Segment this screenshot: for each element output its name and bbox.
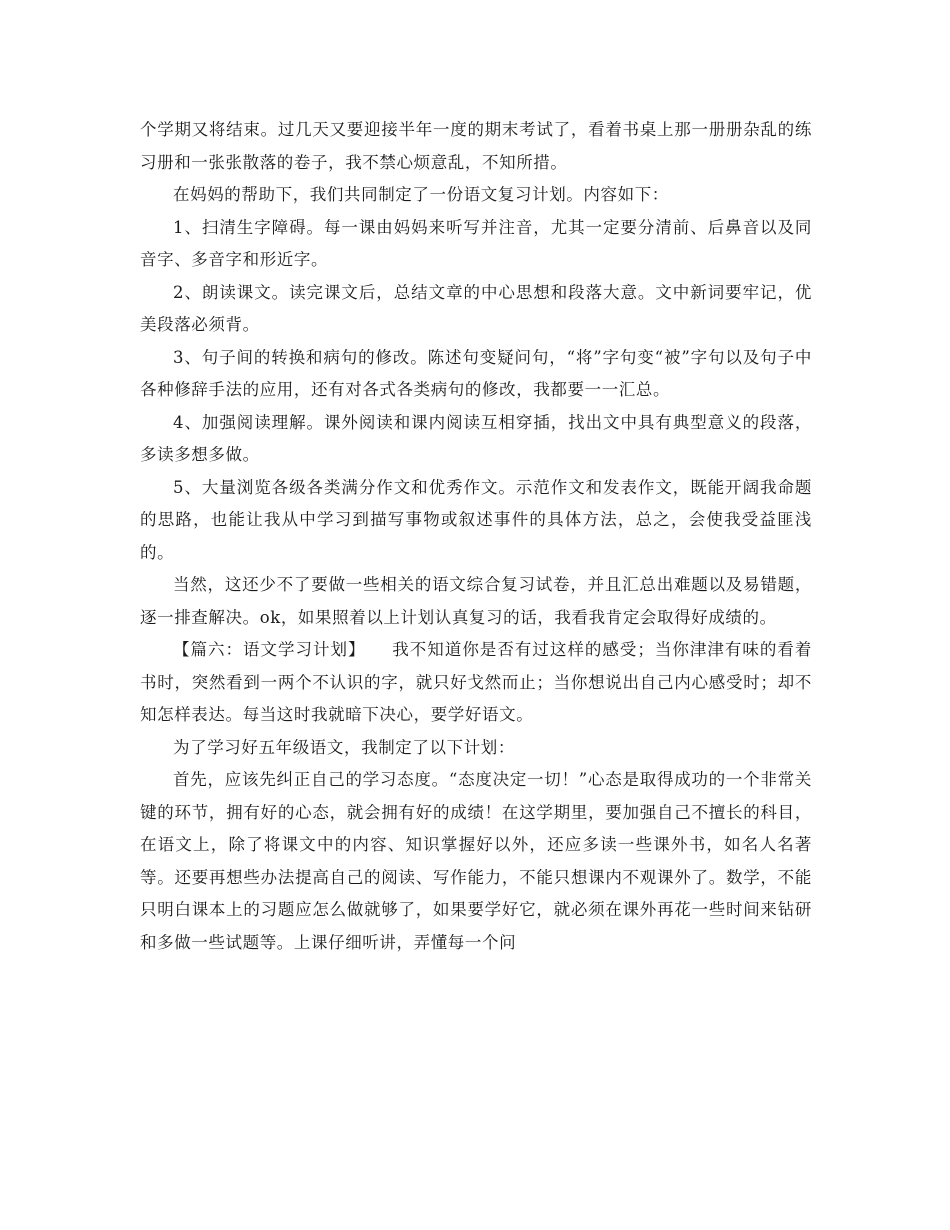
paragraph-continued: 个学期又将结束。过几天又要迎接半年一度的期末考试了，看着书桌上那一册册杂乱的练习册和一张张散落的卷子，我不禁心烦意乱，不知所措。	[140, 120, 812, 172]
paragraph-conclusion: 当然，这还少不了要做一些相关的语文综合复习试卷，并且汇总出难题以及易错题，逐一排查解决。ok，如果照着以上计划认真复习的话，我看我肯定会取得好成绩的。	[140, 575, 812, 627]
paragraph-item-5: 5、大量浏览各级各类满分作文和优秀作文。示范作文和发表作文，既能开阔我命题的思路，也能让我从中学习到描写事物或叙述事件的具体方法，总之，会使我受益匪浅的。	[140, 477, 812, 562]
paragraph-item-2: 2、朗读课文。读完课文后，总结文章的中心思想和段落大意。文中新词要牢记，优美段落必须背。	[140, 282, 812, 334]
paragraph-attitude: 首先，应该先纠正自己的学习态度。“态度决定一切！”心态是取得成功的一个非常关键的环节，拥有好的心态，就会拥有好的成绩！在这学期里，要加强自己不擅长的科目，在语文上，除了将课文中的内容、知识掌握好以外，还应多读一些课外书，如名人名著等。还要再想些办法提高自己的阅读、写作能力，不能只想课内不观课外了。数学，不能只明白课本上的习题应怎么做就够了，如果要学好它，就必须在课外再花一些时间来钻研和多做一些试题等。上课仔细听讲，弄懂每一个问	[140, 770, 812, 952]
document-body	[140, 114, 812, 959]
paragraph-intro-plan: 在妈妈的帮助下，我们共同制定了一份语文复习计划。内容如下：	[173, 185, 669, 204]
paragraph-item-4: 4、加强阅读理解。课外阅读和课内阅读互相穿插，找出文中具有典型意义的段落，多读多想多做。	[140, 412, 812, 464]
paragraph-item-3: 3、句子间的转换和病句的修改。陈述句变疑问句，“将”字句变“被”字句以及句子中各种修辞手法的应用，还有对各式各类病句的修改，我都要一一汇总。	[140, 347, 812, 399]
paragraph-section-six: 【篇六：语文学习计划】 我不知道你是否有过这样的感受；当你津津有味的看着书时，突然看到一两个不认识的字，就只好戈然而止；当你想说出自己内心感受时；却不知怎样表达。每当这时我就暗下决心，要学好语文。	[140, 640, 812, 724]
paragraph-item-1: 1、扫清生字障碍。每一课由妈妈来听写并注音，尤其一定要分清前、后鼻音以及同音字、多音字和形近字。	[140, 217, 812, 269]
paragraph-plan-intro: 为了学习好五年级语文，我制定了以下计划：	[173, 737, 515, 757]
